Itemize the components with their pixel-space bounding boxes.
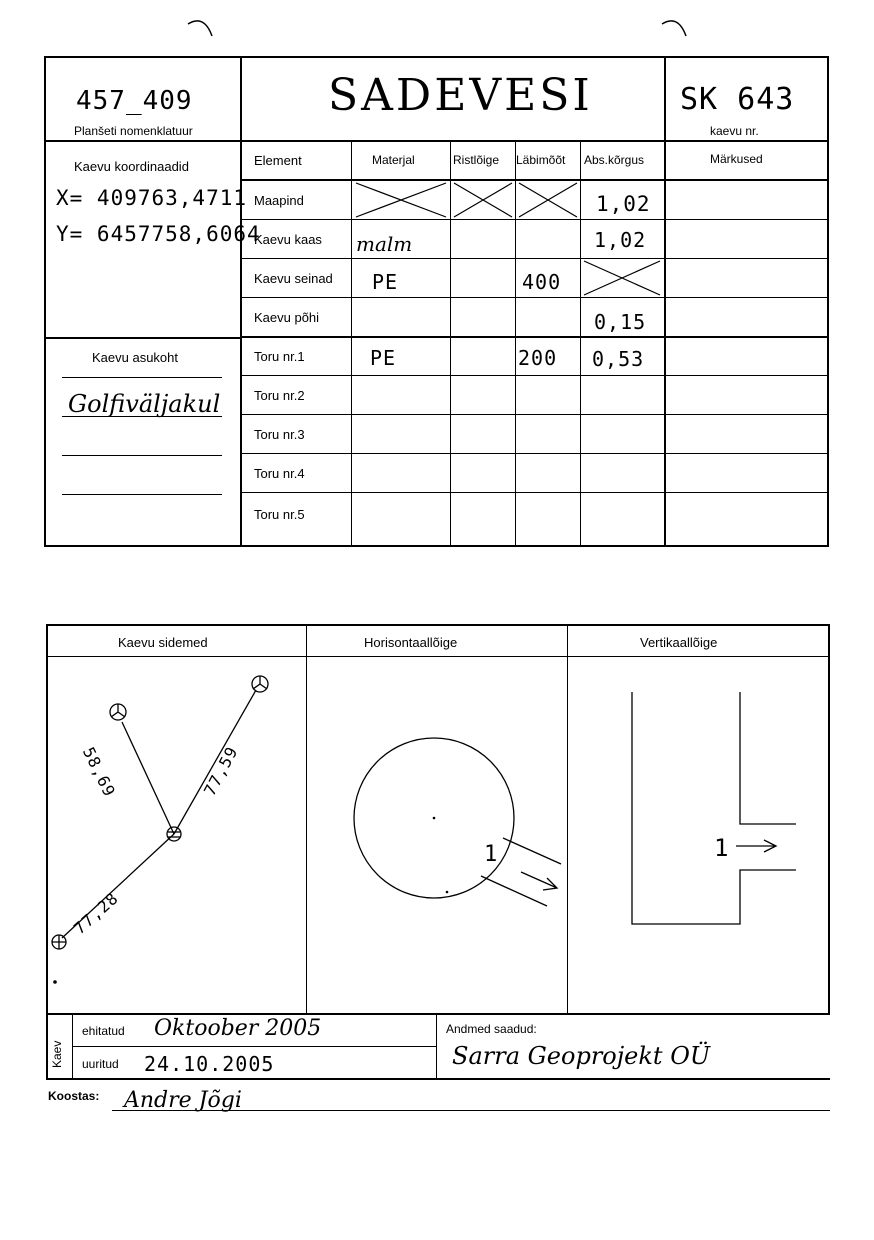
ties-sketch (46, 656, 306, 1014)
pipe-number-horizontal: 1 (484, 842, 499, 867)
vertical-section-title: Vertikaallõige (640, 635, 718, 650)
location-value: Golfiväljakul (68, 390, 221, 418)
location-label: Kaevu asukoht (92, 350, 179, 365)
cell-abs-height: 1,02 (594, 228, 647, 252)
compiled-value: Andre Jõgi (124, 1088, 242, 1113)
page-title: SADEVESI (328, 70, 593, 121)
cell-material: PE (372, 270, 399, 294)
row-element-label: Toru nr.4 (254, 466, 305, 481)
coordinate-y: Y= 6457758,6064 (56, 222, 261, 246)
row-element-label: Toru nr.1 (254, 349, 305, 364)
pipe-number-vertical: 1 (714, 834, 730, 862)
cell-abs-height: 1,02 (596, 192, 651, 216)
row-element-label: Toru nr.2 (254, 388, 305, 403)
compiled-label: Koostas: (48, 1089, 100, 1103)
col-header-notes: Märkused (710, 152, 763, 166)
col-header-cross-section: Ristlõige (453, 153, 500, 167)
col-header-material: Materjal (372, 153, 415, 167)
surveyed-value: 24.10.2005 (144, 1052, 275, 1076)
tie-distance-label: 77,59 (200, 743, 242, 799)
cell-diameter: 200 (518, 346, 558, 370)
cell-abs-height: 0,53 (592, 347, 645, 371)
ties-panel-title: Kaevu sidemed (118, 635, 208, 650)
row-element-label: Toru nr.3 (254, 427, 305, 442)
col-header-diameter: Läbimõõt (516, 153, 566, 167)
horizontal-section-sketch (307, 656, 567, 1014)
cell-material: malm (356, 232, 413, 256)
well-number-label: kaevu nr. (710, 124, 759, 138)
nomenclature-value: 457_409 (76, 86, 193, 116)
horizontal-section-title: Horisontaallõige (364, 635, 458, 650)
cell-diameter: 400 (522, 270, 562, 294)
surveyed-label: uuritud (82, 1057, 119, 1071)
well-side-label: Kaev (50, 1040, 64, 1068)
built-value: Oktoober 2005 (154, 1016, 322, 1041)
built-label: ehitatud (82, 1024, 125, 1038)
cell-abs-height: 0,15 (594, 310, 647, 334)
row-element-label: Kaevu põhi (254, 310, 320, 325)
cell-material: PE (370, 346, 397, 370)
nomenclature-label: Planšeti nomenklatuur (74, 124, 193, 138)
row-element-label: Kaevu kaas (254, 232, 322, 247)
row-element-label: Maapind (254, 193, 304, 208)
tie-distance-label: 58,69 (78, 744, 120, 801)
row-element-label: Toru nr.5 (254, 507, 305, 522)
col-header-element: Element (254, 153, 302, 168)
data-received-value: Sarra Geoprojekt OÜ (452, 1042, 711, 1070)
coordinates-label: Kaevu koordinaadid (74, 159, 189, 174)
col-header-abs-height: Abs.kõrgus (584, 153, 645, 167)
tie-distance-label: 77,28 (70, 888, 123, 939)
well-number-value: SK 643 (680, 82, 795, 117)
vertical-section-sketch (568, 656, 828, 1014)
coordinate-x: X= 409763,4711 (56, 186, 248, 210)
data-received-label: Andmed saadud: (446, 1022, 537, 1036)
row-element-label: Kaevu seinad (254, 271, 333, 286)
